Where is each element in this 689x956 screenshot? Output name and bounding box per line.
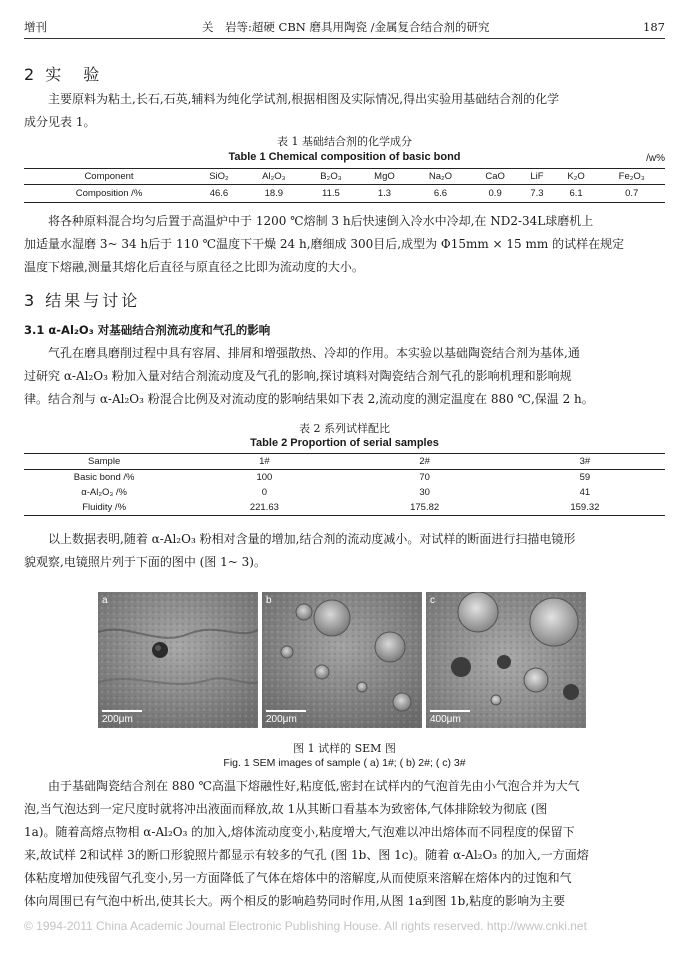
column-header: CaO xyxy=(470,169,520,185)
text-line: 主要原料为粘土,长石,石英,辅料为纯化学试剂,根据相图及实际情况,得出实验用基础结合剂的化学 xyxy=(48,92,560,106)
table-header-row xyxy=(24,169,665,185)
header-title: 关 岩等:超硬 CBN 磨具用陶瓷 /金属复合结合剂的研究 xyxy=(202,20,490,34)
text-line: 加适量水湿磨 3~ 34 h后于 110 ℃温度下干燥 24 h,磨细成 300目后,成型为 Φ15mm × 15 mm 的试样在规定 xyxy=(24,237,625,251)
panel-label: b xyxy=(266,595,272,606)
header-rule xyxy=(24,38,665,39)
table-cell: 7.3 xyxy=(530,188,544,199)
subsection-3-1-heading: 3.1 α-Al₂O₃ 对基础结合剂流动度和气孔的影响 xyxy=(24,323,271,337)
panel-label: c xyxy=(430,595,435,606)
column-header: Al₂O₃ xyxy=(244,169,304,185)
sem-figure xyxy=(98,592,588,728)
running-header xyxy=(24,18,665,36)
figure-caption-cn: 图 1 试样的 SEM 图 xyxy=(293,742,396,755)
table-cell: 175.82 xyxy=(410,502,440,513)
table-cell: α-Al₂O₃ /% xyxy=(81,487,128,498)
text-line: 将各种原料混合均匀后置于高温炉中于 1200 ℃熔制 3 h后快速倒入冷水中冷却,在 ND2-34L球磨机上 xyxy=(48,214,594,228)
sem-image-a xyxy=(98,592,258,728)
paragraph-discussion xyxy=(24,775,665,913)
paragraph-pores xyxy=(24,342,665,411)
figure-caption-en: Fig. 1 SEM images of sample ( a) 1#; ( b) 2#; ( c) 3# xyxy=(223,757,466,769)
table-2 xyxy=(24,453,665,516)
table-cell: 70 xyxy=(419,472,430,483)
scale-label: 200μm xyxy=(266,714,297,725)
table-cell: 0.7 xyxy=(625,188,639,199)
table-1-title-en: Table 1 Chemical composition of basic bond xyxy=(228,151,461,163)
text-line: 以上数据表明,随着 α-Al₂O₃ 粉相对含量的增加,结合剂的流动度减小。对试样的断面进行扫描电镜形 xyxy=(48,532,576,546)
column-header: SiO₂ xyxy=(194,169,244,185)
table-row xyxy=(24,470,665,486)
section-2-heading: 2 实 验 xyxy=(24,65,103,84)
text-line: 泡,当气泡达到一定尺度时就将冲出液面而释放,故 1从其断口看基本为致密体,气体排除较为彻底 (图 xyxy=(24,802,548,816)
column-header: B₂O₃ xyxy=(304,169,358,185)
scale-bar xyxy=(102,710,142,712)
table-cell: 6.6 xyxy=(433,188,448,199)
copyright-watermark: © 1994-2011 China Academic Journal Electronic Publishing House. All rights reserved. http://www.cnki.net xyxy=(24,919,587,933)
table-cell: Composition /% xyxy=(75,188,143,199)
table-cell: 59 xyxy=(579,472,591,483)
table-1-title-cn: 表 1 基础结合剂的化学成分 xyxy=(277,135,412,148)
table-cell: 159.32 xyxy=(570,502,600,513)
column-header: 3# xyxy=(505,454,665,470)
text-line: 温度下熔融,测量其熔化后直径与原直径之比即为流动度的大小。 xyxy=(24,260,364,274)
table-row xyxy=(24,500,665,516)
table-cell: 30 xyxy=(419,487,430,498)
table-header-row xyxy=(24,454,665,470)
scale-label: 200μm xyxy=(102,714,133,725)
table-row xyxy=(24,185,665,203)
text-line: 气孔在磨具磨削过程中具有容屑、排屑和增强散热、冷却的作用。本实验以基础陶瓷结合剂为基体,通 xyxy=(48,346,580,360)
sem-image-c xyxy=(426,592,586,728)
table-cell: 46.6 xyxy=(209,188,229,199)
table-cell: 6.1 xyxy=(569,188,583,199)
column-header: K₂O xyxy=(554,169,599,185)
text-line: 过研究 α-Al₂O₃ 粉加入量对结合剂流动度及气孔的影响,探讨填料对陶瓷结合剂气孔的影响机理和影响规 xyxy=(24,369,572,383)
page-number: 187 xyxy=(643,20,665,34)
table-cell: Basic bond /% xyxy=(73,472,135,483)
sem-panel-a xyxy=(98,592,258,728)
text-line: 律。结合剂与 α-Al₂O₃ 粉混合比例及对流动度的影响结果如下表 2,流动度的测定温度在 880 ℃,保温 2 h。 xyxy=(24,392,594,406)
paragraph-materials xyxy=(24,88,665,134)
table-cell: Fluidity /% xyxy=(82,502,127,513)
sem-panel-c xyxy=(426,592,586,728)
text-line: 由于基础陶瓷结合剂在 880 ℃高温下熔融性好,粘度低,密封在试样内的气泡首先由小气泡合并为大气 xyxy=(48,779,580,793)
sem-image-b xyxy=(262,592,422,728)
table-cell: 0.9 xyxy=(488,188,502,199)
text-line: 体向周围已有气泡中析出,使其长大。两个相反的影响趋势同时作用,从图 1a到图 1b,粘度的影响为主要 xyxy=(24,894,566,908)
table-2-title-en: Table 2 Proportion of serial samples xyxy=(250,437,439,449)
sem-panel-b xyxy=(262,592,422,728)
table-1 xyxy=(24,168,665,203)
panel-label: a xyxy=(102,595,108,606)
table-cell: 11.5 xyxy=(322,188,340,199)
table-row xyxy=(24,485,665,500)
table-1-unit: /w% xyxy=(646,153,665,164)
table-cell: 100 xyxy=(256,472,273,483)
table-2-title-cn: 表 2 系列试样配比 xyxy=(299,422,390,435)
column-header: 2# xyxy=(345,454,505,470)
section-3-heading: 3 结果与讨论 xyxy=(24,291,141,310)
scale-bar xyxy=(266,710,306,712)
paragraph-procedure xyxy=(24,210,665,279)
text-line: 来,故试样 2和试样 3的断口形貌照片都显示有较多的气孔 (图 1b、图 1c)。随着 α-Al₂O₃ 的加入,一方面熔 xyxy=(24,848,589,862)
column-header: Na₂O xyxy=(411,169,470,185)
paragraph-results xyxy=(24,528,665,574)
table-cell: 0 xyxy=(261,487,268,498)
column-header: Fe₂O₃ xyxy=(598,169,665,185)
column-header: Component xyxy=(24,169,194,185)
table-cell: 221.63 xyxy=(249,502,279,513)
text-line: 1a)。随着高熔点物相 α-Al₂O₃ 的加入,熔体流动度变小,粘度增大,气泡难以冲出熔体而不同程度的保留下 xyxy=(24,825,575,839)
scale-bar xyxy=(430,710,470,712)
table-cell: 18.9 xyxy=(264,188,284,199)
text-line: 貌观察,电镜照片列于下面的图中 (图 1~ 3)。 xyxy=(24,555,266,569)
column-header: Sample xyxy=(24,454,184,470)
column-header: LiF xyxy=(520,169,554,185)
table-cell: 1.3 xyxy=(377,188,392,199)
text-line: 体粘度增加使残留气孔变小,另一方面降低了气体在熔体中的溶解度,从而使原来溶解在熔体内的过饱和气 xyxy=(24,871,572,885)
scale-label: 400μm xyxy=(430,714,461,725)
column-header: 1# xyxy=(184,454,344,470)
text-line: 成分见表 1。 xyxy=(24,115,96,129)
table-cell: 41 xyxy=(579,487,591,498)
header-issue: 增刊 xyxy=(24,20,47,34)
column-header: MgO xyxy=(358,169,411,185)
